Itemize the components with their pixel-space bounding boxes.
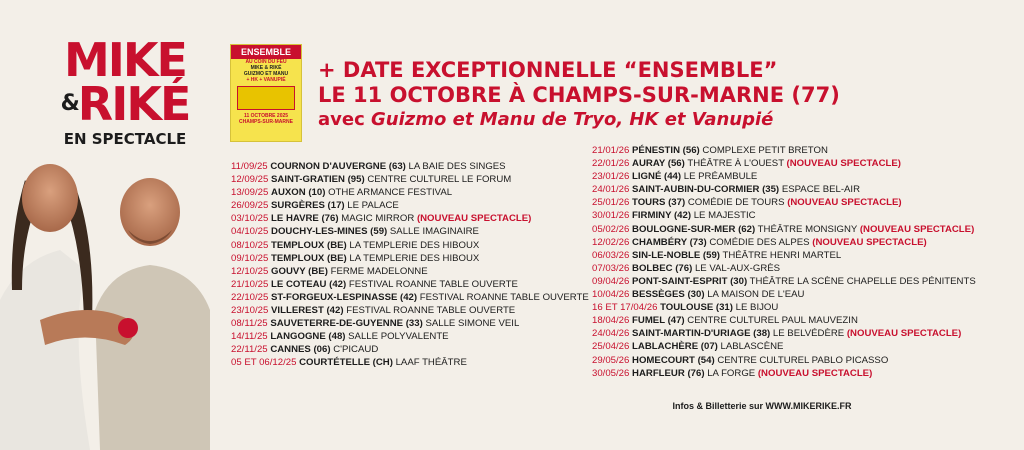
tour-date: 09/10/25 xyxy=(231,252,269,264)
tour-city: HOMECOURT (54) xyxy=(632,354,715,366)
tour-date-row xyxy=(592,144,976,157)
tour-venue: ESPACE BEL-AIR xyxy=(781,184,861,196)
tour-date: 06/03/26 xyxy=(592,249,630,261)
tour-date: 22/10/25 xyxy=(231,291,269,303)
tour-venue: LA TEMPLERIE DES HIBOUX xyxy=(349,252,480,264)
tour-note: (NOUVEAU SPECTACLE) xyxy=(859,223,975,235)
tour-date-row xyxy=(592,157,976,170)
tour-date-row xyxy=(592,196,976,209)
tour-date: 08/10/25 xyxy=(231,239,269,251)
tour-date: 30/05/26 xyxy=(592,367,630,379)
tour-date: 16 ET 17/04/26 xyxy=(592,302,658,314)
tour-date-row xyxy=(231,186,589,199)
tour-date-row xyxy=(592,367,976,380)
tour-date: 24/04/26 xyxy=(592,328,630,340)
poster-line: CHAMPS-SUR-MARNE xyxy=(239,119,293,125)
tour-venue: C'PICAUD xyxy=(333,344,379,356)
tour-date: 23/10/25 xyxy=(231,305,269,317)
tour-venue: LE VAL-AUX-GRÈS xyxy=(694,262,781,274)
tour-date: 30/01/26 xyxy=(592,210,630,222)
headline-line-2: LE 11 OCTOBRE À CHAMPS-SUR-MARNE (77) xyxy=(318,83,840,107)
tour-date: 10/04/26 xyxy=(592,289,630,301)
tour-date-row xyxy=(231,265,589,278)
tour-date: 21/10/25 xyxy=(231,278,269,290)
tour-city: FIRMINY (42) xyxy=(632,210,692,222)
tour-city: AURAY (56) xyxy=(632,158,685,170)
tour-note: (NOUVEAU SPECTACLE) xyxy=(757,367,873,379)
tour-date: 18/04/26 xyxy=(592,315,630,327)
tour-date: 13/09/25 xyxy=(231,187,269,199)
tour-date: 23/01/26 xyxy=(592,171,630,183)
tour-venue: THÉÂTRE MONSIGNY xyxy=(757,223,858,235)
tour-date-row xyxy=(592,183,976,196)
tour-date: 22/11/25 xyxy=(231,344,268,356)
tour-note: (NOUVEAU SPECTACLE) xyxy=(787,197,902,209)
tour-date-row xyxy=(231,173,589,186)
tour-date: 08/11/25 xyxy=(231,318,268,330)
headline-guests: Guizmo et Manu de Tryo, HK et Vanupié xyxy=(371,109,774,130)
tour-venue: OTHE ARMANCE FESTIVAL xyxy=(328,187,453,199)
footer xyxy=(0,401,1024,411)
event-poster xyxy=(230,44,302,142)
tour-city: LABLACHÈRE (07) xyxy=(632,341,718,353)
tour-city: DOUCHY-LES-MINES (59) xyxy=(271,226,388,238)
tour-venue: SALLE IMAGINAIRE xyxy=(389,226,479,238)
tour-venue: FESTIVAL ROANNE TABLE OUVERTE xyxy=(346,305,516,317)
tour-note: (NOUVEAU SPECTACLE) xyxy=(416,213,532,225)
poster-line: MIKE & RIKÉ xyxy=(250,65,282,71)
tour-date: 21/01/26 xyxy=(592,145,630,156)
tour-city: VILLEREST (42) xyxy=(271,305,344,317)
tour-date: 05 ET 06/12/25 xyxy=(231,357,297,369)
tour-city: ST-FORGEUX-LESPINASSE (42) xyxy=(271,291,418,303)
tour-date: 22/01/26 xyxy=(592,158,630,170)
tour-date-row xyxy=(231,252,589,265)
tour-venue: COMÉDIE DE TOURS xyxy=(687,197,785,209)
tour-date: 14/11/25 xyxy=(231,331,268,343)
tour-date-row xyxy=(231,199,589,212)
tour-venue: LA TEMPLERIE DES HIBOUX xyxy=(349,239,480,251)
tour-city: SAINT-GRATIEN (95) xyxy=(271,174,365,186)
headline-line-3 xyxy=(318,108,840,132)
tour-city: BESSÈGES (30) xyxy=(632,289,705,301)
headline xyxy=(318,58,840,132)
tour-venue: CENTRE CULTUREL LE FORUM xyxy=(367,174,512,186)
tour-venue: FESTIVAL ROANNE TABLE OUVERTE xyxy=(348,278,518,290)
red-ball xyxy=(118,318,138,338)
tour-city: SURGÈRES (17) xyxy=(271,200,345,212)
brand-line-2: RIKÉ xyxy=(77,77,190,131)
brand-logo xyxy=(50,33,200,148)
tour-date-row xyxy=(592,275,976,288)
tour-city: LE COTEAU (42) xyxy=(271,278,347,290)
tour-venue: THÉÂTRE HENRI MARTEL xyxy=(722,249,842,261)
tour-date-row xyxy=(231,212,589,225)
tour-venue: LE BELVÉDÈRE xyxy=(772,328,845,340)
tour-venue: FESTIVAL ROANNE TABLE OUVERTE xyxy=(419,291,589,303)
tour-venue: MAGIC MIRROR xyxy=(341,213,415,225)
tour-venue: LA BAIE DES SINGES xyxy=(408,161,506,172)
tour-date-row xyxy=(592,209,976,222)
tour-city: PÉNESTIN (56) xyxy=(632,145,700,156)
poster-line: + HK + VANUPIÉ xyxy=(246,77,286,83)
headline-prefix: avec xyxy=(318,109,372,130)
tour-date: 29/05/26 xyxy=(592,354,630,366)
tour-date-row xyxy=(592,340,976,353)
dates-list-left xyxy=(231,160,589,370)
tour-date: 12/02/26 xyxy=(592,236,630,248)
tour-date: 09/04/26 xyxy=(592,275,630,287)
tour-venue: LE BIJOU xyxy=(735,302,779,314)
poster-line: AU COIN DU FEU xyxy=(245,59,287,65)
tour-date: 12/10/25 xyxy=(231,265,269,277)
tour-date-row xyxy=(231,291,589,304)
tour-date-row xyxy=(592,236,976,249)
tour-city: TEMPLOUX (BE) xyxy=(271,239,347,251)
tour-date-row xyxy=(231,356,589,369)
tour-city: SAUVETERRE-DE-GUYENNE (33) xyxy=(270,318,423,330)
tour-city: PONT-SAINT-ESPRIT (30) xyxy=(632,275,748,287)
tour-city: TOULOUSE (31) xyxy=(660,302,733,314)
tour-venue: LA MAISON DE L'EAU xyxy=(707,289,805,301)
tour-city: HARFLEUR (76) xyxy=(632,367,705,379)
tour-city: LANGOGNE (48) xyxy=(270,331,346,343)
tour-venue: THÉÂTRE LA SCÈNE CHAPELLE DES PÉNITENTS xyxy=(749,275,976,287)
tour-venue: COMÉDIE DES ALPES xyxy=(709,236,810,248)
brand-line-1: MIKE xyxy=(64,33,186,87)
tour-venue: LA FORGE xyxy=(707,367,756,379)
brand-subtitle: EN SPECTACLE xyxy=(63,130,187,148)
tour-date: 12/09/25 xyxy=(231,174,269,186)
tour-date: 11/09/25 xyxy=(231,161,268,172)
tour-date: 25/04/26 xyxy=(592,341,630,353)
tour-date-row xyxy=(592,301,976,314)
tour-date-row xyxy=(231,330,589,343)
tour-date: 07/03/26 xyxy=(592,262,630,274)
tour-date-row xyxy=(592,223,976,236)
tour-date-row xyxy=(231,317,589,330)
headline-line-1: + DATE EXCEPTIONNELLE “ENSEMBLE” xyxy=(318,58,778,82)
tour-venue: SALLE SIMONE VEIL xyxy=(425,318,520,330)
dates-list-right xyxy=(592,144,976,380)
tour-city: TEMPLOUX (BE) xyxy=(271,252,347,264)
tour-date-row xyxy=(231,160,589,173)
tour-city: SIN-LE-NOBLE (59) xyxy=(632,249,720,261)
tour-city: COURTÉTELLE (CH) xyxy=(299,357,393,369)
tour-venue: LE MAJESTIC xyxy=(693,210,756,222)
tour-date: 26/09/25 xyxy=(231,200,269,212)
tour-city: BOLBEC (76) xyxy=(632,262,693,274)
tour-date: 03/10/25 xyxy=(231,213,269,225)
tour-venue: THÉÂTRE À L'OUEST xyxy=(687,158,784,170)
tour-city: FUMEL (47) xyxy=(632,315,685,327)
tour-note: (NOUVEAU SPECTACLE) xyxy=(786,158,901,170)
tour-note: (NOUVEAU SPECTACLE) xyxy=(846,328,962,340)
poster-box xyxy=(237,86,295,110)
tour-city: COURNON D'AUVERGNE (63) xyxy=(270,161,406,172)
tour-date-row xyxy=(592,314,976,327)
tour-date-row xyxy=(592,354,976,367)
tour-date: 24/01/26 xyxy=(592,184,630,196)
tour-venue: LABLASCÈNE xyxy=(720,341,784,353)
tour-date: 04/10/25 xyxy=(231,226,269,238)
tour-city: GOUVY (BE) xyxy=(271,265,328,277)
tour-date-row xyxy=(231,304,589,317)
tour-date-row xyxy=(592,249,976,262)
tour-city: SAINT-MARTIN-D'URIAGE (38) xyxy=(632,328,771,340)
tour-city: LE HAVRE (76) xyxy=(271,213,339,225)
poster-line: GUIZMO ET MANU xyxy=(243,71,289,77)
tour-venue: LAAF THÉÂTRE xyxy=(395,357,467,369)
tour-date-row xyxy=(592,262,976,275)
poster-title: ENSEMBLE xyxy=(231,45,301,59)
tour-date-row xyxy=(231,239,589,252)
tour-date: 25/01/26 xyxy=(592,197,630,209)
tour-venue: CENTRE CULTUREL PAUL MAUVEZIN xyxy=(687,315,858,327)
brand-ampersand: & xyxy=(60,91,80,116)
tour-venue: LE PALACE xyxy=(347,200,399,212)
tour-venue: SALLE POLYVALENTE xyxy=(348,331,449,343)
tour-city: BOULOGNE-SUR-MER (62) xyxy=(632,223,756,235)
tour-venue: COMPLEXE PETIT BRETON xyxy=(702,145,828,156)
tour-venue: CENTRE CULTUREL PABLO PICASSO xyxy=(717,354,889,366)
tour-note: (NOUVEAU SPECTACLE) xyxy=(812,236,927,248)
poster-line: 11 OCTOBRE 2025 xyxy=(243,113,289,119)
tour-city: CANNES (06) xyxy=(270,344,331,356)
tour-city: TOURS (37) xyxy=(632,197,686,209)
tour-city: CHAMBÉRY (73) xyxy=(632,236,707,248)
tour-city: SAINT-AUBIN-DU-CORMIER (35) xyxy=(632,184,780,196)
tour-venue: FERME MADELONNE xyxy=(330,265,428,277)
tour-date-row xyxy=(592,288,976,301)
tour-date-row xyxy=(231,343,589,356)
tour-date-row xyxy=(231,225,589,238)
tour-venue: LE PRÉAMBULE xyxy=(683,171,758,183)
tour-city: AUXON (10) xyxy=(271,187,326,199)
tour-date-row xyxy=(592,327,976,340)
tour-city: LIGNÉ (44) xyxy=(632,171,682,183)
tour-date-row xyxy=(231,278,589,291)
tour-date-row xyxy=(592,170,976,183)
tour-date: 05/02/26 xyxy=(592,223,630,235)
footer-info-link[interactable]: Infos & Billetterie sur WWW.MIKERIKE.FR xyxy=(672,401,852,411)
